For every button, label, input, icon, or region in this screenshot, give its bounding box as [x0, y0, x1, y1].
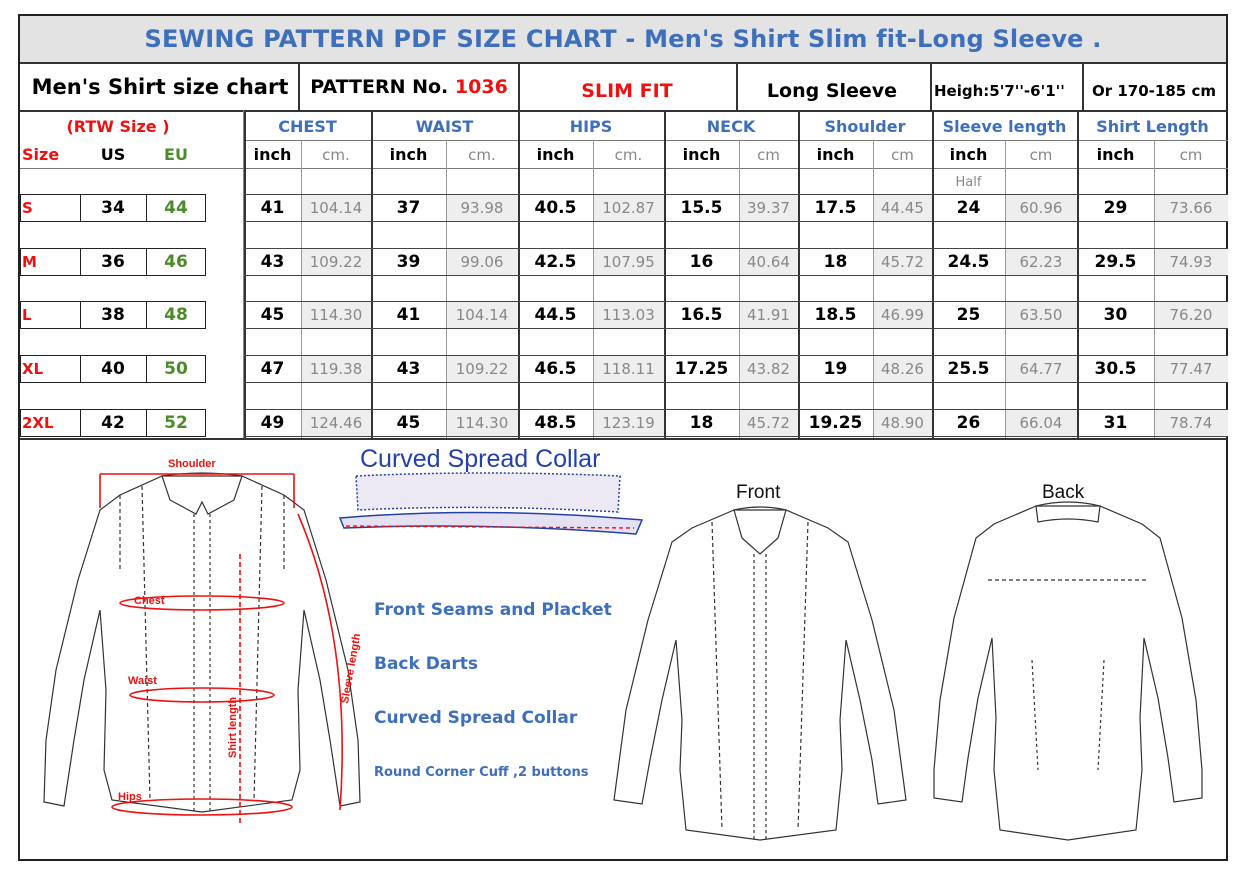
unit-header: cm.	[614, 145, 643, 164]
inch-value: 24.5	[947, 252, 990, 272]
cm-value: 62.23	[1019, 253, 1063, 271]
grid-line	[20, 168, 1228, 169]
cm-value: 118.11	[602, 360, 655, 378]
cm-value: 99.06	[460, 253, 504, 271]
height-cm: Or 170-185 cm	[1092, 82, 1216, 100]
size-label: L	[22, 306, 32, 324]
eu-size: 44	[164, 198, 188, 218]
size-label: 2XL	[22, 414, 54, 432]
unit-header: inch	[1096, 145, 1135, 164]
us-size: 34	[101, 198, 125, 218]
grid-line	[1082, 62, 1084, 110]
grid-line	[798, 110, 800, 140]
cm-value: 113.03	[602, 306, 655, 324]
inch-value: 17.5	[814, 198, 857, 218]
grid-line	[244, 110, 246, 140]
rtw-size-label: (RTW Size )	[66, 116, 170, 136]
inch-value: 18	[823, 252, 848, 272]
pattern-number: 1036	[454, 76, 508, 98]
eu-size: 48	[164, 305, 188, 325]
inch-value: 19.25	[808, 413, 863, 433]
grid-line	[739, 140, 740, 438]
us-size: 40	[101, 359, 125, 379]
front-shirt-drawing	[614, 507, 906, 840]
cm-value: 63.50	[1019, 306, 1063, 324]
inch-value: 24	[956, 198, 981, 218]
grid-line	[932, 110, 934, 140]
grid-line	[371, 110, 373, 140]
unit-header: inch	[682, 145, 721, 164]
sleeve-length-label: Sleeve length	[339, 632, 364, 705]
grid-line	[593, 140, 594, 438]
inch-value: 25.5	[947, 359, 990, 379]
inch-value: 30.5	[1094, 359, 1137, 379]
size-label: M	[22, 253, 37, 271]
collar-title: Curved Spread Collar	[360, 445, 601, 473]
shoulder-label: Shoulder	[168, 458, 216, 470]
feature-cuff: Round Corner Cuff ,2 buttons	[374, 765, 589, 780]
cm-value: 109.22	[309, 253, 363, 271]
measure-group-header: NECK	[706, 116, 756, 136]
measure-group-header: CHEST	[278, 116, 337, 136]
cm-value: 77.47	[1169, 360, 1213, 378]
unit-header: inch	[389, 145, 428, 164]
unit-header: inch	[949, 145, 988, 164]
inch-value: 29	[1103, 198, 1128, 218]
inch-value: 17.25	[674, 359, 729, 379]
back-shirt-drawing	[934, 502, 1202, 840]
inch-value: 29.5	[1094, 252, 1137, 272]
inch-value: 45	[396, 413, 421, 433]
cm-value: 114.30	[455, 414, 509, 432]
inch-value: 48.5	[534, 413, 577, 433]
size-label: XL	[22, 360, 44, 378]
us-size: 36	[101, 252, 125, 272]
waist-label: Waist	[128, 675, 157, 687]
inch-value: 43	[260, 252, 285, 272]
inch-value: 18.5	[814, 305, 857, 325]
page-title: SEWING PATTERN PDF SIZE CHART - Men's Shirt Slim fit-Long Sleeve .	[20, 16, 1226, 64]
cm-value: 119.38	[309, 360, 363, 378]
grid-line	[518, 140, 520, 438]
us-column-header: US	[100, 145, 126, 164]
grid-line	[244, 140, 246, 438]
cm-value: 43.82	[747, 360, 790, 378]
cm-value: 45.72	[747, 414, 790, 432]
chart-name: Men's Shirt size chart	[31, 75, 289, 99]
pattern-number-label	[300, 64, 518, 110]
pattern-label: PATTERN No.	[310, 76, 449, 98]
inch-value: 40.5	[534, 198, 577, 218]
cm-value: 102.87	[602, 199, 655, 217]
cm-value: 104.14	[309, 199, 363, 217]
eu-size: 50	[164, 359, 188, 379]
grid-line	[518, 62, 520, 110]
inch-value: 46.5	[534, 359, 577, 379]
unit-header: inch	[816, 145, 855, 164]
measurement-markers	[100, 474, 342, 824]
grid-line	[446, 140, 447, 438]
grid-line	[664, 140, 666, 438]
inch-value: 25	[956, 305, 981, 325]
inch-value: 42.5	[534, 252, 577, 272]
unit-header: cm	[891, 145, 914, 164]
inch-value: 39	[396, 252, 421, 272]
grid-line	[1005, 140, 1006, 438]
shirt-length-label: Shirt length	[227, 696, 239, 758]
grid-line	[798, 140, 800, 438]
inch-value: 16.5	[680, 305, 723, 325]
inch-value: 37	[396, 198, 421, 218]
inch-value: 43	[396, 359, 421, 379]
cm-value: 46.99	[881, 306, 924, 324]
eu-size: 52	[164, 413, 188, 433]
cm-value: 104.14	[455, 306, 509, 324]
half-note: Half	[955, 174, 982, 190]
inch-value: 44.5	[534, 305, 577, 325]
feature-back-darts: Back Darts	[374, 654, 478, 674]
feature-collar: Curved Spread Collar	[374, 708, 578, 728]
size-label: S	[22, 199, 33, 217]
measure-group-header: WAIST	[415, 116, 474, 136]
hips-label: Hips	[118, 791, 142, 803]
unit-header: cm.	[322, 145, 350, 164]
inch-value: 15.5	[680, 198, 723, 218]
cm-value: 124.46	[309, 414, 363, 432]
grid-line	[518, 110, 520, 140]
cm-value: 41.91	[747, 306, 790, 324]
us-size: 38	[101, 305, 125, 325]
inch-value: 18	[689, 413, 714, 433]
collar-drawing	[340, 473, 642, 534]
cm-value: 64.77	[1019, 360, 1063, 378]
fit-label: SLIM FIT	[581, 80, 673, 102]
measure-group-header: Shoulder	[824, 116, 906, 136]
grid-line	[1077, 110, 1079, 140]
cm-value: 73.66	[1169, 199, 1213, 217]
unit-header: cm	[757, 145, 780, 164]
eu-size: 46	[164, 252, 188, 272]
eu-column-header: EU	[164, 145, 188, 164]
cm-value: 107.95	[602, 253, 655, 271]
cm-value: 40.64	[747, 253, 790, 271]
measure-group-header: Shirt Length	[1096, 116, 1209, 136]
back-label: Back	[1042, 482, 1085, 503]
cm-value: 109.22	[455, 360, 509, 378]
height-ft: Heigh:5'7''-6'1''	[934, 82, 1065, 100]
size-column-header: Size	[22, 145, 60, 164]
grid-line	[873, 140, 874, 438]
grid-line	[664, 110, 666, 140]
grid-line	[736, 62, 738, 110]
cm-value: 76.20	[1169, 306, 1213, 324]
sleeve-label: Long Sleeve	[766, 80, 898, 102]
cm-value: 123.19	[602, 414, 655, 432]
measure-group-header: Sleeve length	[942, 116, 1067, 136]
inch-value: 19	[823, 359, 848, 379]
grid-line	[298, 62, 300, 110]
chest-label: Chest	[134, 595, 165, 607]
inch-value: 49	[260, 413, 285, 433]
inch-value: 16	[689, 252, 714, 272]
cm-value: 60.96	[1019, 199, 1063, 217]
unit-header: cm	[1029, 145, 1053, 164]
unit-header: cm	[1179, 145, 1203, 164]
measurement-shirt-drawing	[44, 473, 360, 812]
cm-value: 44.45	[881, 199, 924, 217]
cm-value: 39.37	[747, 199, 790, 217]
inch-value: 26	[956, 413, 981, 433]
cm-value: 66.04	[1019, 414, 1063, 432]
feature-front-seams: Front Seams and Placket	[374, 600, 612, 620]
grid-line	[1077, 140, 1079, 438]
inch-value: 45	[260, 305, 285, 325]
unit-header: inch	[536, 145, 575, 164]
us-size: 42	[101, 413, 125, 433]
cm-value: 48.26	[881, 360, 924, 378]
unit-header: cm.	[468, 145, 496, 164]
inch-value: 30	[1103, 305, 1128, 325]
cm-value: 45.72	[881, 253, 924, 271]
grid-line	[1154, 140, 1155, 438]
inch-value: 31	[1103, 413, 1128, 433]
inch-value: 47	[260, 359, 285, 379]
inch-value: 41	[396, 305, 421, 325]
grid-line	[301, 140, 302, 438]
shirt-illustrations	[22, 440, 1226, 858]
front-label: Front	[736, 482, 781, 503]
inch-value: 41	[260, 198, 285, 218]
cm-value: 114.30	[309, 306, 363, 324]
grid-line	[930, 62, 932, 110]
cm-value: 78.74	[1169, 414, 1213, 432]
cm-value: 74.93	[1169, 253, 1213, 271]
grid-line	[371, 140, 373, 438]
unit-header: inch	[253, 145, 292, 164]
cm-value: 48.90	[881, 414, 924, 432]
measure-group-header: HIPS	[569, 116, 613, 136]
grid-line	[932, 140, 934, 438]
cm-value: 93.98	[460, 199, 504, 217]
